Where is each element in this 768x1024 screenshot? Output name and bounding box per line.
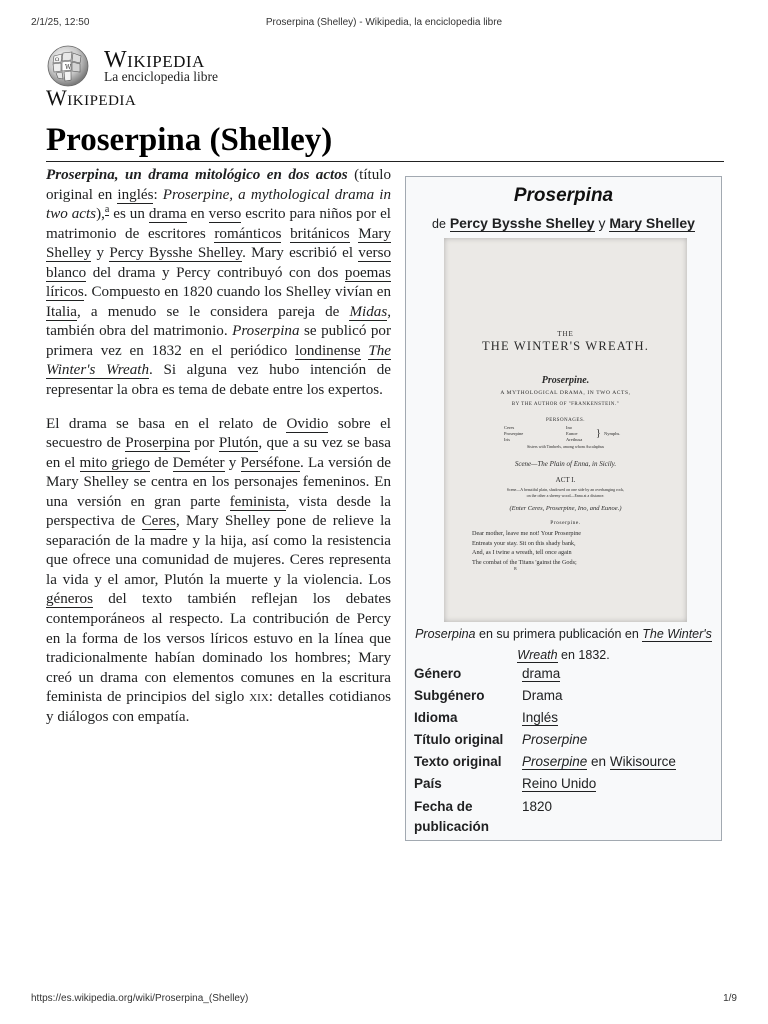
infobox-title: Proserpina — [513, 185, 614, 206]
infobox — [405, 176, 722, 841]
text: y — [224, 454, 241, 471]
text: se publicó por primera vez en 1832 en el periódico — [46, 323, 391, 359]
wikipedia-tagline: La enciclopedia libre — [104, 69, 218, 84]
infobox-row-pais — [414, 774, 713, 796]
text: . La versión de Mary Shelley se centra en los personajes femeninos. En una versión en gran parte — [46, 454, 391, 510]
scan-cast-note: Sisters with Timbrels, among whom Ascalaphus — [526, 444, 605, 449]
text: , Mary Shelley pone de relieve la separación de la madre y la hija, así como la resistencia que ofrece una comunidad de mujeres. Ceres representa la vida y el amor, Plutón la muerte y la violencia. Los — [46, 513, 391, 588]
link-britanicos[interactable]: británicos — [290, 225, 350, 242]
scan-cast: Proserpine — [504, 431, 524, 436]
infobox-row-subgenero — [414, 686, 713, 708]
link-mito-griego[interactable]: mito griego — [79, 454, 150, 471]
scan-by-author: BY THE AUTHOR OF "FRANKENSTEIN." — [511, 402, 620, 407]
link-pluton[interactable]: Plutón — [218, 435, 259, 452]
text: y — [91, 245, 110, 262]
scan-verse — [472, 529, 581, 567]
scan-cast: Ino — [566, 425, 572, 430]
link-generos[interactable]: géneros — [46, 591, 93, 608]
scan-enter: (Enter Ceres, Proserpine, Ino, and Eunoe.) — [509, 505, 622, 512]
scan-header: THE WINTER'S WREATH. — [481, 339, 650, 353]
text: . Mary escribió el — [242, 245, 359, 262]
link-persefone[interactable]: Perséfone — [240, 454, 301, 471]
infobox-de: de — [432, 217, 446, 231]
text: del drama y Percy contribuyó con dos — [86, 264, 345, 281]
text: , vista desde la perspectiva de — [46, 493, 391, 530]
infobox-author-mary[interactable]: Mary Shelley — [609, 215, 695, 231]
infobox-value: 1820 — [522, 799, 553, 814]
infobox-caption — [412, 624, 715, 666]
infobox-value: Drama — [522, 688, 563, 703]
link-feminista[interactable]: feminista — [229, 493, 286, 510]
text: , que a su vez se basa en el — [46, 435, 391, 471]
text: . Si alguna vez hubo intención de representar la obra es tema de debate entre los expertos. — [46, 362, 391, 399]
link-demeter[interactable]: Deméter — [172, 454, 225, 471]
scan-nymphs: Nymphs. — [604, 431, 621, 436]
scan-play-title: Proserpine. — [541, 375, 590, 386]
scan-verse-line: Entreats your stay. Sit on this shady bank, — [472, 539, 576, 547]
infobox-image-scan[interactable] — [444, 238, 687, 622]
link-drama[interactable]: drama — [148, 206, 187, 223]
infobox-y: y — [598, 215, 606, 231]
text: de — [149, 454, 173, 471]
link-londinense[interactable]: londinense — [295, 342, 361, 359]
scan-brace: } — [596, 428, 601, 439]
scan-cast: Iris — [504, 437, 510, 442]
wikipedia-wordmark-secondary: Wikipedia — [46, 85, 137, 110]
text: es un — [109, 206, 149, 223]
print-page-number: 1/9 — [723, 993, 737, 1004]
link-percy-shelley[interactable]: Percy Bysshe Shelley — [109, 245, 243, 262]
scan-verse-line: Dear mother, leave me not! Your Proserpine — [472, 530, 582, 537]
title-divider — [46, 161, 724, 162]
print-header — [31, 17, 737, 31]
link-winters-wreath[interactable]: The Winter's Wreath — [46, 342, 391, 379]
print-url: https://es.wikipedia.org/wiki/Proserpina_(Shelley) — [31, 993, 249, 1004]
print-date: 2/1/25, 12:50 — [31, 17, 90, 28]
italic-proserpina: Proserpina — [232, 323, 300, 340]
scan-subtitle: A MYTHOLOGICAL DRAMA, IN TWO ACTS, — [500, 390, 631, 396]
text: : detalles cotidianos y diálogos con empatía. — [46, 689, 391, 725]
infobox-label: País — [414, 776, 442, 791]
infobox-value-texto-original-link[interactable]: Proserpine — [522, 754, 588, 769]
link-midas[interactable]: Midas — [349, 303, 388, 320]
text: , también obra del matrimonio. — [46, 303, 391, 340]
paragraph-sources — [46, 415, 391, 728]
link-ingles[interactable]: inglés — [117, 186, 154, 203]
link-poemas-liricos[interactable]: poemas líricos — [46, 264, 391, 301]
link-verso-blanco[interactable]: verso blanco — [46, 245, 391, 281]
lead-bold-title: Proserpina, un drama mitológico en dos actos — [46, 167, 348, 183]
infobox-value-text: en — [587, 754, 610, 769]
scan-cast: Arethusa — [566, 437, 583, 442]
text: . Compuesto en 1820 cuando los Shelley vivían en — [83, 284, 391, 301]
infobox-row-fecha — [414, 797, 713, 837]
original-title: Proserpine, a mythological drama in two acts — [46, 186, 392, 223]
scan-cast-left — [504, 425, 523, 443]
infobox-author-percy[interactable]: Percy Bysshe Shelley — [449, 215, 595, 231]
scan-stage-1: Scene—A beautiful plain, shadowed on one side by an overhanging rock, — [506, 487, 625, 492]
text: en — [186, 206, 209, 223]
link-verso[interactable]: verso — [208, 206, 242, 223]
text: : — [153, 186, 163, 203]
scan-cast-middle — [566, 425, 582, 443]
infobox-rows — [414, 664, 713, 837]
infobox-wikisource-link[interactable]: Wikisource — [609, 754, 676, 769]
century-numeral: xix — [249, 689, 269, 706]
text: del texto también reflejan los debates contemporáneos al respecto. La contribución de Percy en la forma de los versos líricos estuvo en la línea que tradicionalmente habían dominado los hombres; Mary creó un drama con elementos comunes en la escritura feminista de principios del siglo — [46, 591, 391, 706]
text: (título original en — [46, 167, 391, 203]
paragraph-intro — [46, 166, 391, 401]
infobox-label: Fecha de publicación — [414, 799, 490, 834]
scan-verse-line: And, as I twine a wreath, tell once again — [472, 549, 572, 556]
link-ovidio[interactable]: Ovidio — [286, 415, 329, 432]
infobox-label: Subgénero — [414, 688, 485, 703]
link-proserpina[interactable]: Proserpina — [125, 435, 190, 452]
text: escrito para niños por el matrimonio de escritores — [46, 206, 391, 242]
link-ceres[interactable]: Ceres — [141, 513, 176, 530]
infobox-label: Idioma — [414, 710, 458, 725]
wikipedia-wordmark: Wikipedia — [104, 47, 205, 73]
scan-the: THE — [557, 330, 574, 338]
wikipedia-globe-icon — [44, 44, 96, 88]
scan-act: ACT I. — [555, 476, 576, 484]
article-body — [46, 166, 391, 741]
caption-italic: Proserpina — [415, 627, 476, 641]
caption-text: en 1832. — [557, 648, 610, 662]
infobox-label: Género — [414, 666, 462, 681]
scan-cast: Ceres — [504, 425, 515, 430]
link-italia[interactable]: Italia — [46, 303, 78, 320]
text: , a menudo se le considera pareja de — [77, 303, 350, 320]
link-mary-shelley[interactable]: Mary Shelley — [46, 225, 391, 262]
text: El drama se basa en el relato de — [46, 415, 287, 432]
infobox-value: Proserpine — [522, 732, 588, 747]
print-title: Proserpina (Shelley) - Wikipedia, la enciclopedia libre — [265, 17, 503, 28]
text — [350, 226, 359, 242]
scan-signature: B — [514, 566, 517, 571]
link-romanticos[interactable]: románticos — [214, 225, 282, 242]
svg-text:W: W — [65, 64, 72, 71]
infobox-label: Texto original — [414, 754, 502, 769]
reference-note-a[interactable]: a — [104, 204, 110, 216]
print-footer — [31, 993, 737, 1007]
infobox-value-idioma-link[interactable]: Inglés — [522, 710, 559, 725]
scan-cast: Eunoe — [566, 431, 578, 436]
svg-text:Ω: Ω — [55, 57, 60, 63]
scan-speaker: Proserpine. — [550, 520, 581, 526]
infobox-row-titulo-original — [414, 730, 713, 752]
text — [281, 226, 290, 242]
scan-verse-line: The combat of the Titans 'gainst the Gods; — [472, 558, 577, 566]
text: sobre el secuestro de — [46, 415, 392, 452]
scan-personages: PERSONAGES. — [546, 418, 585, 423]
infobox-value-pais-link[interactable]: Reino Unido — [522, 776, 597, 791]
infobox-label: Título original — [414, 732, 504, 747]
scan-stage-2: on the other a sheeny wood—Enna at a distance. — [526, 493, 605, 498]
caption-link-winters-wreath[interactable]: The Winter's Wreath — [517, 627, 712, 662]
infobox-row-genero — [414, 664, 713, 686]
text: por — [189, 435, 219, 452]
page-title: Proserpina (Shelley) — [46, 122, 333, 158]
infobox-value-genero-link[interactable]: drama — [522, 666, 561, 681]
infobox-row-texto-original — [414, 752, 713, 774]
caption-text: en su primera publicación en — [475, 627, 643, 641]
infobox-row-idioma — [414, 708, 713, 730]
infobox-authors — [406, 215, 721, 231]
text: ), — [96, 206, 105, 223]
scan-scene: Scene—The Plain of Enna, in Sicily. — [514, 460, 617, 468]
